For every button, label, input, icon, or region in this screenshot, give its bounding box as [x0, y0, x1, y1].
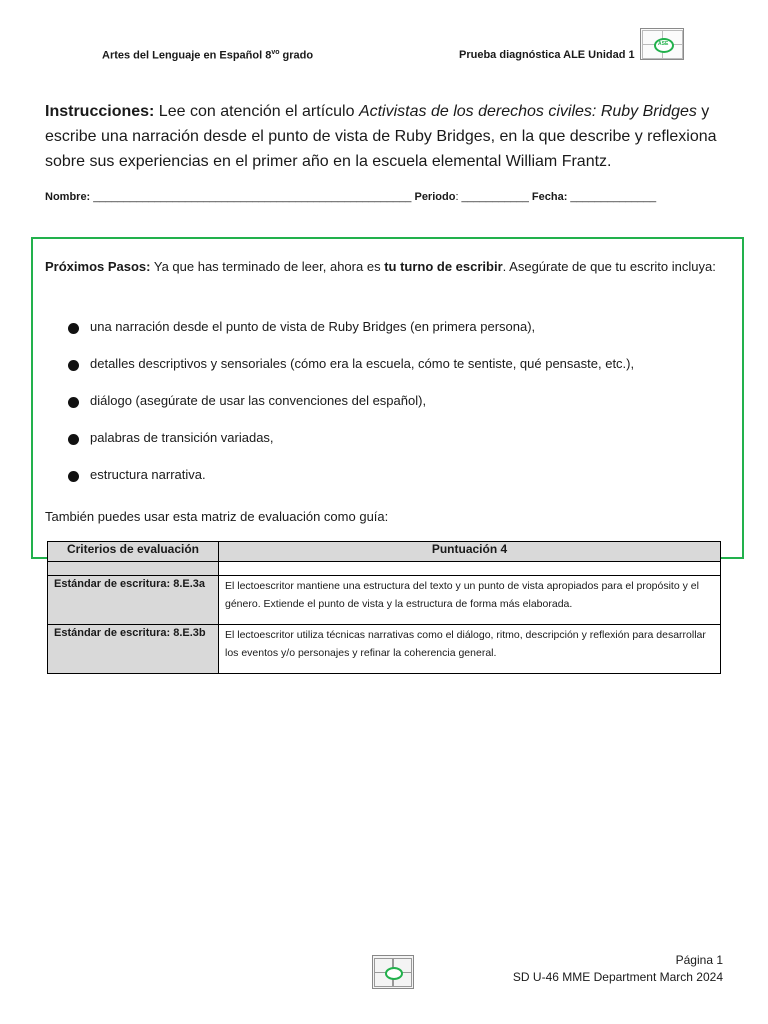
- bullet-icon: [68, 360, 79, 371]
- table-row: [48, 576, 721, 625]
- instructions: Instrucciones: Lee con atención el artículo Activistas de los derechos civiles: Ruby Bridges y escribe una narración desde el punto de vista de Ruby Bridges, en la que describe y reflexiona sobre sus experiencias en el primer año en la escuela elemental William Frantz.: [45, 103, 717, 170]
- rubric-intro: También puedes usar esta matriz de evaluación como guía:: [45, 509, 389, 524]
- criterion-cell: Estándar de escritura: 8.E.3b: [48, 625, 219, 674]
- next-steps-intro: Próximos Pasos: Ya que has terminado de leer, ahora es tu turno de escribir. Asegúrate de que tu escrito incluya:: [45, 259, 716, 274]
- instructions-label: Instrucciones:: [45, 103, 155, 120]
- bullet-icon: [68, 471, 79, 482]
- table-header-row: [48, 542, 721, 562]
- description-cell: El lectoescritor mantiene una estructura del texto y un punto de vista apropiados para el propósito y el género. Extiende el punto de vista y la estructura de forma más elaborada.: [219, 576, 721, 625]
- table-spacer-row: [48, 562, 721, 576]
- next-steps-label: Próximos Pasos:: [45, 259, 151, 274]
- table-row: [48, 625, 721, 674]
- rubric-table: [47, 541, 721, 674]
- list-item: estructura narrativa.: [68, 467, 728, 504]
- period-field[interactable]: : ___________: [455, 191, 529, 203]
- list-item: palabras de transición variadas,: [68, 430, 728, 467]
- date-field[interactable]: ______________: [567, 191, 657, 203]
- description-cell: El lectoescritor utiliza técnicas narrativas como el diálogo, ritmo, descripción y reflexión para desarrollar los eventos y/o personajes y refinar la coherencia general.: [219, 625, 721, 674]
- column-header: Criterios de evaluación: [48, 542, 219, 562]
- school-logo: ASE: [640, 28, 684, 60]
- list-item: una narración desde el punto de vista de Ruby Bridges (en primera persona),: [68, 319, 728, 356]
- bullet-icon: [68, 397, 79, 408]
- footer-logo: [372, 955, 414, 989]
- bullet-icon: [68, 323, 79, 334]
- header-subject: Artes del Lenguaje en Español $8^{vo}$ grado: [102, 49, 314, 62]
- list-item: diálogo (asegúrate de usar las convenciones del español),: [68, 393, 728, 430]
- student-info-fields: [45, 191, 735, 203]
- page-footer: [513, 952, 723, 986]
- requirements-list: [68, 319, 728, 504]
- column-header: Puntuación 4: [219, 542, 721, 562]
- name-label: Nombre:: [45, 191, 91, 203]
- page-number: Página 1: [675, 953, 723, 967]
- bullet-icon: [68, 434, 79, 445]
- list-item: detalles descriptivos y sensoriales (cómo era la escuela, cómo te sentiste, qué pensaste, etc.),: [68, 356, 728, 393]
- criterion-cell: Estándar de escritura: 8.E.3a: [48, 576, 219, 625]
- date-label: Fecha:: [528, 191, 568, 203]
- article-title: Activistas de los derechos civiles: Ruby Bridges: [358, 103, 697, 120]
- name-field[interactable]: ____________________________________________________: [90, 191, 412, 203]
- department-note: SD U-46 MME Department March 2024: [512, 970, 723, 984]
- header-test-title: Prueba diagnóstica ALE Unidad 1: [459, 49, 635, 61]
- period-label: Periodo: [411, 191, 456, 203]
- next-steps-emphasis: tu turno de escribir: [384, 259, 503, 274]
